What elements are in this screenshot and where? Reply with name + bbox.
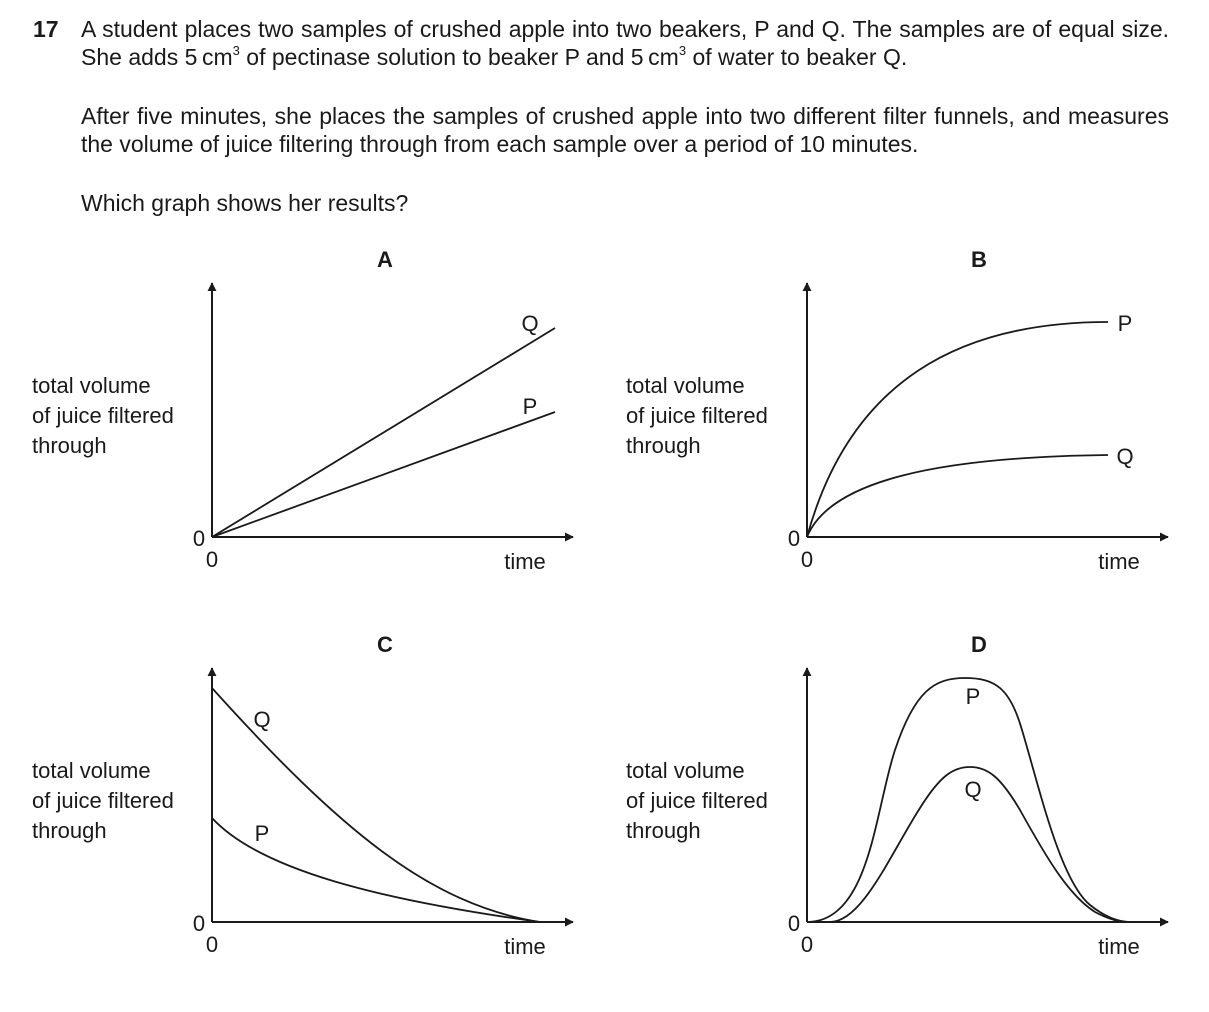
graph-d-xlabel: time <box>1098 934 1140 959</box>
graph-b-x-origin: 0 <box>800 547 814 572</box>
graph-a-curve-q <box>212 328 555 537</box>
graph-b-ylabel-line-1: total volume <box>626 373 745 398</box>
graph-a-curve-p <box>212 412 555 537</box>
graph-a-x-origin: 0 <box>205 547 219 572</box>
graph-d-label: D <box>971 632 987 657</box>
graph-a-y-origin: 0 <box>192 526 206 551</box>
graph-b <box>626 247 1168 574</box>
graph-c-ylabel-line-3: through <box>32 818 107 843</box>
graph-b-curve-q <box>807 455 1108 537</box>
p1-text-c: of water to beaker Q. <box>686 44 908 70</box>
question-prompt: Which graph shows her results? <box>81 190 409 216</box>
p1-text-a: A student places two samples of crushed apple into two beakers, P and Q. The samples are of equal size. She adds <box>81 16 1169 70</box>
graph-d-ylabel-line-2: of juice filtered <box>626 788 768 813</box>
graph-c-curve-label-q: Q <box>253 707 271 732</box>
graph-b-curve-label-p: P <box>1117 311 1133 336</box>
graph-c-curve-label-p: P <box>254 821 270 846</box>
p1-text-b: of pectinase solution to beaker P and <box>239 44 631 70</box>
graph-b-curve-label-q: Q <box>1116 444 1134 469</box>
graph-a-curve-label-q: Q <box>521 311 539 336</box>
graph-c-xlabel: time <box>504 934 546 959</box>
graph-a-ylabel-line-1: total volume <box>32 373 151 398</box>
graph-b-xlabel: time <box>1098 549 1140 574</box>
graph-b-ylabel-line-2: of juice filtered <box>626 403 768 428</box>
graph-a-ylabel-line-2: of juice filtered <box>32 403 174 428</box>
question-number: 17 <box>33 16 59 42</box>
graph-d-curve-label-q: Q <box>964 777 982 802</box>
graph-b-curve-p <box>807 322 1108 537</box>
graph-c-y-origin: 0 <box>192 911 206 936</box>
graph-b-label: B <box>971 247 987 272</box>
p1-volume-2: 5 $cm^3$ <box>630 43 687 70</box>
graph-c <box>32 632 573 959</box>
graph-d-y-origin: 0 <box>787 911 801 936</box>
p1-volume-1: 5 $cm^3$ <box>184 43 240 70</box>
graph-d-x-origin: 0 <box>800 932 814 957</box>
graph-d-ylabel-line-1: total volume <box>626 758 745 783</box>
graph-a-ylabel-line-3: through <box>32 433 107 458</box>
graph-c-ylabel-line-1: total volume <box>32 758 151 783</box>
graph-d-curve-label-p: P <box>965 684 981 709</box>
graph-c-label: C <box>377 632 393 657</box>
graph-a-label: A <box>377 247 393 272</box>
question-paragraph-2: After five minutes, she places the samples of crushed apple into two different filter funnels, and measures the volume of juice filtering through from each sample over a period of 10 minutes. <box>81 103 1169 157</box>
graph-b-ylabel-line-3: through <box>626 433 701 458</box>
graph-a-xlabel: time <box>504 549 546 574</box>
graph-a-curve-label-p: P <box>522 394 538 419</box>
graph-a <box>32 247 573 574</box>
graph-b-y-origin: 0 <box>787 526 801 551</box>
graph-c-x-origin: 0 <box>205 932 219 957</box>
graph-d <box>626 632 1168 959</box>
graph-d-ylabel-line-3: through <box>626 818 701 843</box>
graph-c-ylabel-line-2: of juice filtered <box>32 788 174 813</box>
